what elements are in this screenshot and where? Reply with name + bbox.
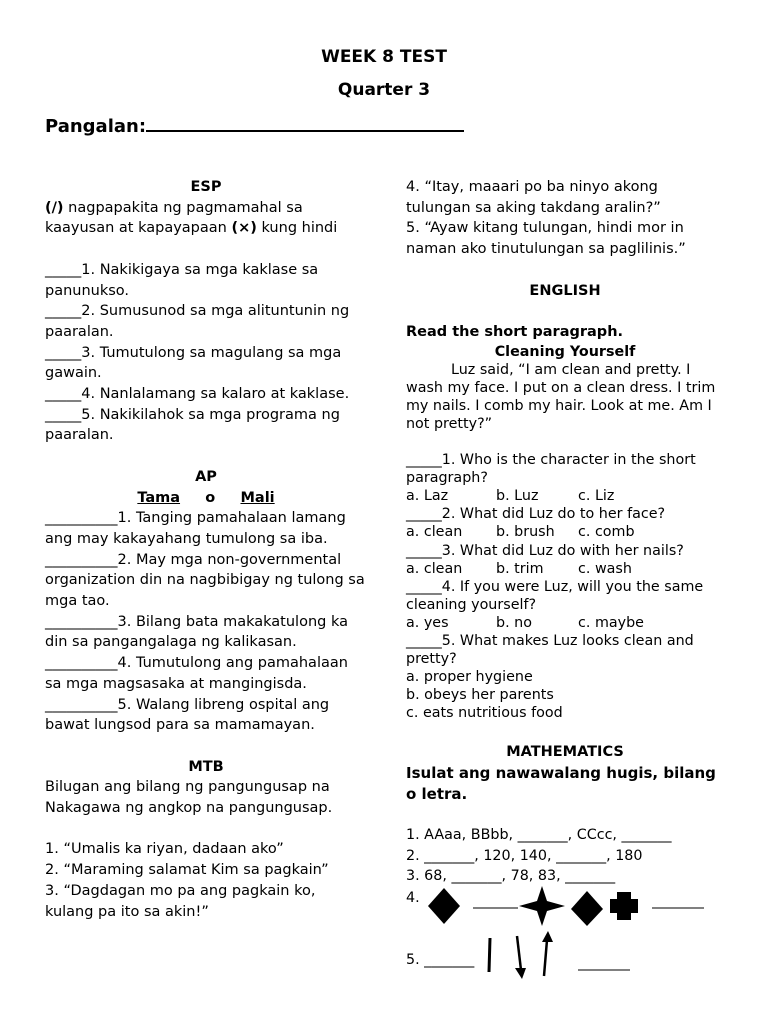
mtb-item-4: 4. “Itay, maaari po ba ninyo akong tulungan sa aking takdang aralin?” [406,179,661,216]
story-paragraph: Luz said, “I am clean and pretty. I wash my face. I put on a clean dress. I trim my nails. I comb my hair. Look at me. Am I not pretty?” [406,361,716,432]
option-a: a. clean [406,560,463,577]
english-q4-options [406,614,724,632]
option-b: b. Luz [496,488,539,505]
option-c: c. maybe [578,614,644,631]
test-title: WEEK 8 TEST [321,47,447,67]
math-title: MATHEMATICS [506,744,624,761]
ap-item-4: __________4. Tumutulong ang pamahalaan sa mga magsasaka at mangingisda. [45,655,348,692]
mtb-item-3: 3. “Dagdagan mo pa ang pagkain ko, kulang pa ito sa akin!” [45,882,316,920]
option-b: b. trim [496,560,544,577]
mtb-item-2: 2. “Maraming salamat Kim sa pagkain” [45,862,329,879]
four-point-star-icon [519,886,565,926]
math-item-3: 3. 68, _______, 78, 83, _______ [406,868,616,885]
name-field [45,112,464,137]
down-arrow-icon [515,936,526,979]
english-q1-options [406,487,724,505]
option-c: c. Liz [578,488,615,505]
esp-instruction [45,198,367,239]
name-label: Pangalan: [45,116,147,137]
english-title: ENGLISH [529,282,601,299]
diamond-icon [428,888,460,924]
english-q4: _____4. If you were Luz, will you the same cleaning yourself? [406,578,704,613]
shapes-canvas [400,880,740,990]
english-q5-option-b: b. obeys her parents [406,687,554,704]
math-item-2: 2. _______, 120, 140, _______, 180 [406,847,643,864]
esp-item-3: _____3. Tumutulong sa magulang sa mga gawain. [45,344,342,382]
story-title: Cleaning Yourself [494,343,636,360]
mtb-instruction: Bilugan ang bilang ng pangungusap na Nakagawa ng angkop na pangungusap. [45,779,333,817]
vertical-line-icon [489,938,490,972]
mali-label: Mali [240,489,275,506]
quarter-label: Quarter 3 [337,80,431,100]
english-q1: _____1. Who is the character in the short paragraph? [406,452,696,487]
tama-label: Tama [137,489,181,506]
option-c: c. comb [578,524,635,541]
ap-item-1: __________1. Tanging pamahalaan lamang ang may kakayahang tumulong sa iba. [45,510,346,547]
math-shape-items [400,880,740,990]
option-b: b. no [496,614,532,631]
name-blank-line [146,112,464,132]
o-label: o [205,489,216,506]
diamond-icon [571,891,603,926]
option-b: b. brush [496,524,555,541]
right-column [406,177,724,887]
check-mark-symbol: (/) [45,199,64,216]
esp-item-1: _____1. Nakikigaya sa mga kaklase sa panunukso. [45,261,319,299]
esp-instruction-end: kung hindi [256,220,338,237]
english-q3: _____3. What did Luz do with her nails? [406,542,684,559]
esp-item-4: _____4. Nanlalamang sa kalaro at kaklase. [45,386,350,403]
option-c: c. wash [578,560,632,577]
english-q3-options [406,560,724,578]
option-a: a. yes [406,614,449,631]
mtb-item-1: 1. “Umalis ka riyan, dadaan ako” [45,841,284,858]
math-instruction: Isulat ang nawawalang hugis, bilang o letra. [406,764,716,803]
math-item-4-label: 4. [406,890,420,906]
tama-o-mali [45,488,367,509]
plus-cross-icon [610,892,638,920]
math-item-5-label: 5. _______ [406,952,475,968]
english-q5-option-c: c. eats nutritious food [406,705,563,722]
esp-title: ESP [190,179,222,195]
ap-title: AP [195,468,217,485]
mtb-title: MTB [188,758,224,775]
x-mark-symbol: (×) [231,220,257,237]
esp-instruction-text: nagpapakita ng pagmamahal sa kaayusan at kapayapaan [45,199,303,237]
mtb-item-5: 5. “Ayaw kitang tulungan, hindi mor in naman ako tinutulungan sa paglilinis.” [406,220,686,258]
math-item-1: 1. AAaa, BBbb, _______, CCcc, _______ [406,827,672,844]
english-q5-option-a: a. proper hygiene [406,669,533,686]
esp-item-5: _____5. Nakikilahok sa mga programa ng paaralan. [45,406,340,444]
left-column [45,177,367,922]
ap-item-2: __________2. May mga non-governmental organization din na nagbibigay ng tulong sa mga tao. [45,551,365,610]
english-instruction: Read the short paragraph. [406,323,624,340]
ap-item-3: __________3. Bilang bata makakatulong ka din sa pangangalaga ng kalikasan. [45,613,348,651]
option-a: a. Laz [406,488,449,505]
english-q2: _____2. What did Luz do to her face? [406,506,666,523]
english-q5: _____5. What makes Luz looks clean and pretty? [406,633,694,668]
option-a: a. clean [406,524,463,541]
up-arrow-icon [542,931,553,976]
ap-item-5: __________5. Walang libreng ospital ang bawat lungsod para sa mamamayan. [45,696,330,734]
english-q2-options [406,523,724,541]
esp-item-2: _____2. Sumusunod sa mga alituntunin ng paaralan. [45,303,350,340]
